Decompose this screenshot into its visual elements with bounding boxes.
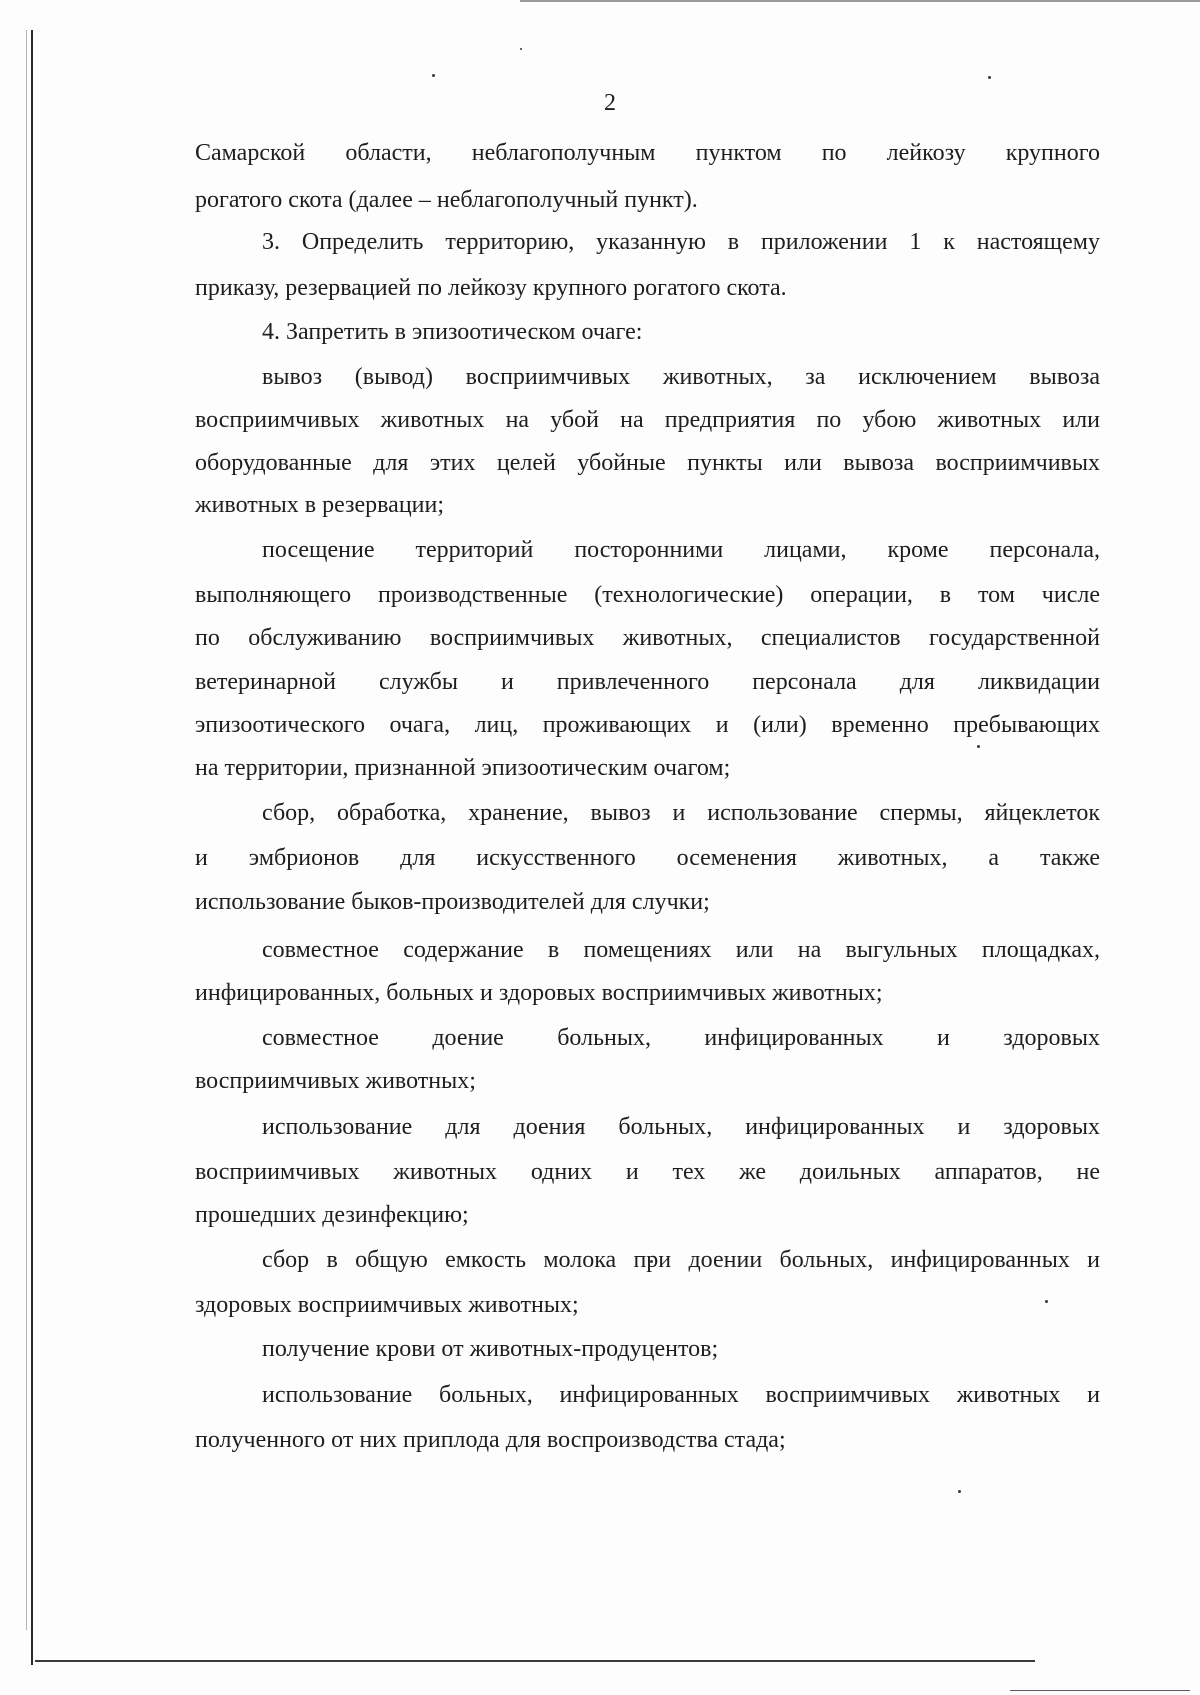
paragraph-1-line-2: рогатого скота (далее – неблагополучный пункт). [195,187,698,213]
paragraph-4-line-1: вывоз (вывод) восприимчивых животных, за исключением вывоза [262,364,1100,390]
paragraph-5-line-4: ветеринарной службы и привлеченного персонала для ликвидации [195,669,1100,695]
paragraph-5-line-3: по обслуживанию восприимчивых животных, специалистов государственной [195,625,1100,651]
scan-border-bottom [35,1660,1035,1662]
paragraph-12-line-2: полученного от них приплода для воспроизводства стада; [195,1427,786,1453]
page-number: 2 [604,90,616,116]
scan-border-left-faint [26,30,27,1630]
paragraph-8-line-1: совместное доение больных, инфицированных и здоровых [262,1025,1100,1051]
scan-speck [977,745,980,748]
paragraph-7-line-1: совместное содержание в помещениях или на выгульных площадках, [262,937,1100,963]
paragraph-6-line-1: сбор, обработка, хранение, вывоз и использование спермы, яйцеклеток [262,800,1100,826]
paragraph-10-line-2: здоровых восприимчивых животных; [195,1292,579,1318]
paragraph-6-line-2: и эмбрионов для искусственного осеменения животных, а также [195,845,1100,871]
paragraph-12-line-1: использование больных, инфицированных восприимчивых животных и [262,1382,1100,1408]
paragraph-5-line-5: эпизоотического очага, лиц, проживающих и (или) временно пребывающих [195,712,1100,738]
paragraph-7-line-2: инфицированных, больных и здоровых восприимчивых животных; [195,980,883,1006]
paragraph-5-line-6: на территории, признанной эпизоотическим очагом; [195,755,731,781]
paragraph-2-line-1: 3. Определить территорию, указанную в приложении 1 к настоящему [262,229,1100,255]
scan-speck [520,48,522,50]
scan-border-top [520,0,1200,2]
scan-speck [1045,1300,1048,1303]
scan-speck [432,74,435,77]
scan-speck [988,76,991,79]
scan-border-bottom-right [1010,1690,1190,1691]
paragraph-10-line-1: сбор в общую емкость молока при доении больных, инфицированных и [262,1247,1100,1273]
paragraph-8-line-2: восприимчивых животных; [195,1068,476,1094]
paragraph-1-line-1: Самарской области, неблагополучным пунктом по лейкозу крупного [195,140,1100,166]
paragraph-5-line-2: выполняющего производственные (технологические) операции, в том числе [195,582,1100,608]
paragraph-9-line-3: прошедших дезинфекцию; [195,1202,469,1228]
paragraph-4-line-2: восприимчивых животных на убой на предприятия по убою животных или [195,407,1100,433]
paragraph-6-line-3: использование быков-производителей для случки; [195,889,710,915]
scan-speck [958,1490,961,1493]
paragraph-2-line-2: приказу, резервацией по лейкозу крупного рогатого скота. [195,275,787,301]
scan-border-left [31,30,33,1665]
paragraph-3-line-1: 4. Запретить в эпизоотическом очаге: [262,319,643,345]
paragraph-9-line-1: использование для доения больных, инфицированных и здоровых [262,1114,1100,1140]
paragraph-11-line-1: получение крови от животных-продуцентов; [262,1336,719,1362]
paragraph-9-line-2: восприимчивых животных одних и тех же доильных аппаратов, не [195,1159,1100,1185]
paragraph-4-line-4: животных в резервации; [195,492,445,518]
paragraph-4-line-3: оборудованные для этих целей убойные пункты или вывоза восприимчивых [195,450,1100,476]
paragraph-5-line-1: посещение территорий посторонними лицами, кроме персонала, [262,537,1100,563]
